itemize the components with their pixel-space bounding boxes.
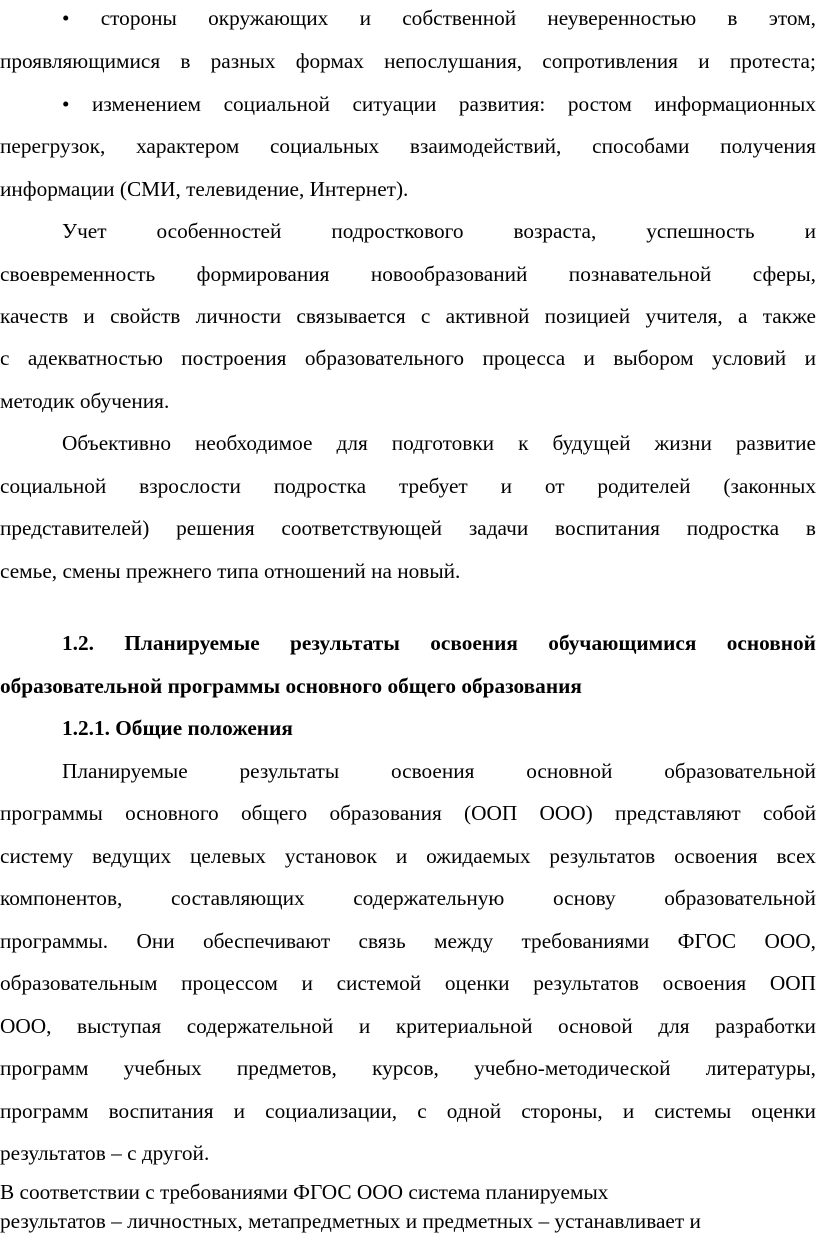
- word: способами: [592, 134, 690, 158]
- word: критериальной: [395, 1014, 533, 1038]
- word: неуверенностью: [547, 6, 697, 30]
- para-planned-line: [0, 1053, 816, 1083]
- word: и: [804, 346, 816, 370]
- word: и: [583, 346, 595, 370]
- word: воспитания: [108, 1099, 214, 1123]
- word: с: [420, 304, 431, 328]
- word: целевых: [190, 844, 266, 868]
- bullet-2-line: информации (СМИ, телевидение, Интернет).: [0, 177, 409, 201]
- word: Они: [136, 929, 175, 953]
- word: выбором: [613, 346, 694, 370]
- word: формирования: [196, 262, 330, 286]
- para-compliance-line: результатов – личностных, метапредметных и предметных – устанавливает и: [0, 1209, 701, 1233]
- word: ожидаемых: [426, 844, 531, 868]
- heading-1-2-line: образовательной программы основного общего образования: [0, 674, 582, 698]
- word: системой: [336, 971, 422, 995]
- word: характером: [136, 134, 240, 158]
- word: системы: [654, 1099, 732, 1123]
- word: этом,: [768, 6, 816, 30]
- word: требует: [398, 474, 468, 498]
- word: окружающих: [208, 6, 329, 30]
- word: протеста;: [729, 49, 816, 73]
- para-objectively-line: [0, 513, 816, 543]
- word: (ООП: [464, 801, 518, 825]
- word: и: [500, 474, 512, 498]
- word: перегрузок,: [0, 134, 106, 158]
- word: получения: [720, 134, 816, 158]
- word: обучающимися: [548, 631, 697, 655]
- word: учебных: [123, 1056, 202, 1080]
- word: социализации,: [265, 1099, 398, 1123]
- word: возраста,: [513, 219, 597, 243]
- word: освоения: [674, 844, 758, 868]
- word: решения: [176, 516, 255, 540]
- word: проявляющимися: [0, 49, 161, 73]
- word: •: [62, 6, 70, 30]
- word: с: [0, 346, 10, 370]
- word: соответствующей: [281, 516, 443, 540]
- word: содержательную: [353, 886, 505, 910]
- word: содержательной: [186, 1014, 334, 1038]
- word: всех: [776, 844, 816, 868]
- para-planned-line: [62, 756, 816, 786]
- word: подростка: [686, 516, 780, 540]
- word: представляют: [615, 801, 741, 825]
- word: необходимое: [195, 431, 313, 455]
- para-planned-line: [0, 798, 816, 828]
- word: •: [62, 92, 70, 116]
- word: установок: [284, 844, 377, 868]
- word: освоения: [430, 631, 518, 655]
- heading-1-2-1-line: 1.2.1. Общие положения: [62, 716, 293, 740]
- word: представителей): [0, 516, 150, 540]
- word: компонентов,: [0, 886, 123, 910]
- word: результатов: [533, 971, 639, 995]
- word: систему: [0, 844, 74, 868]
- word: построения: [181, 346, 287, 370]
- para-planned-line: [0, 1011, 816, 1041]
- para-planned-line: результатов – с другой.: [0, 1141, 210, 1165]
- word: взрослости: [139, 474, 241, 498]
- word: а: [737, 304, 748, 328]
- word: к: [518, 431, 529, 455]
- word: программ: [0, 1056, 89, 1080]
- word: ситуации: [352, 92, 437, 116]
- word: активной: [445, 304, 530, 328]
- para-objectively-line: [62, 428, 816, 458]
- word: от: [544, 474, 565, 498]
- word: особенностей: [156, 219, 282, 243]
- word: Планируемые: [124, 631, 260, 655]
- word: условий: [711, 346, 787, 370]
- word: взаимодействий,: [409, 134, 562, 158]
- word: процесса: [482, 346, 566, 370]
- word: изменением: [92, 92, 202, 116]
- word: учебно-методической: [474, 1056, 671, 1080]
- word: задачи: [468, 516, 529, 540]
- word: основой: [558, 1014, 633, 1038]
- word: основной: [726, 631, 816, 655]
- word: успешность: [646, 219, 755, 243]
- word: адекватностью: [27, 346, 163, 370]
- word: стороны,: [521, 1099, 603, 1123]
- word: Планируемые: [62, 759, 188, 783]
- bullet-1-line: [62, 3, 816, 33]
- word: ростом: [567, 92, 632, 116]
- word: воспитания: [555, 516, 660, 540]
- word: жизни: [654, 431, 712, 455]
- word: родителей: [597, 474, 691, 498]
- word: основной: [526, 759, 613, 783]
- word: и: [622, 1099, 635, 1123]
- word: социальных: [269, 134, 380, 158]
- word: процессом: [181, 971, 278, 995]
- word: образовательным: [0, 971, 158, 995]
- word: программы.: [0, 929, 109, 953]
- word: в: [727, 6, 738, 30]
- word: и: [301, 971, 313, 995]
- word: основного: [125, 801, 219, 825]
- word: ООО,: [0, 1014, 52, 1038]
- word: собственной: [402, 6, 517, 30]
- word: результатов: [549, 844, 656, 868]
- word: разработки: [715, 1014, 816, 1038]
- para-planned-line: [0, 841, 816, 871]
- word: Учет: [62, 219, 107, 243]
- word: подготовки: [391, 431, 495, 455]
- word: программы: [0, 801, 103, 825]
- bullet-2-line: [62, 89, 816, 119]
- word: результаты: [239, 759, 340, 783]
- word: ООП: [769, 971, 816, 995]
- word: социальной: [0, 474, 107, 498]
- word: непослушания,: [384, 49, 523, 73]
- word: программ: [0, 1099, 89, 1123]
- word: сопротивления: [542, 49, 678, 73]
- word: 1.2.: [62, 631, 94, 655]
- word: образования: [329, 801, 442, 825]
- word: для: [658, 1014, 690, 1038]
- word: свойств: [110, 304, 181, 328]
- word: ФГОС: [677, 929, 737, 953]
- word: освоения: [390, 759, 475, 783]
- para-objectively-line: семье, смены прежнего типа отношений на новый.: [0, 559, 461, 583]
- para-planned-line: [0, 883, 816, 913]
- word: с: [417, 1099, 427, 1123]
- para-planned-line: [0, 968, 816, 998]
- word: ООО,: [764, 929, 816, 953]
- word: и: [233, 1099, 246, 1123]
- word: своевременность: [0, 262, 156, 286]
- word: и: [359, 6, 371, 30]
- para-accounting-line: [0, 343, 816, 373]
- word: собой: [762, 801, 816, 825]
- word: ООО): [539, 801, 593, 825]
- word: Объективно: [62, 431, 172, 455]
- word: обеспечивают: [202, 929, 331, 953]
- word: оценки: [444, 971, 510, 995]
- word: освоения: [662, 971, 747, 995]
- word: подростка: [273, 474, 367, 498]
- word: познавательной: [568, 262, 712, 286]
- word: ведущих: [92, 844, 172, 868]
- para-accounting-line: методик обучения.: [0, 389, 170, 413]
- word: учителя,: [645, 304, 723, 328]
- word: и: [358, 1014, 371, 1038]
- word: курсов,: [372, 1056, 439, 1080]
- word: новообразований: [370, 262, 528, 286]
- word: литературы,: [705, 1056, 816, 1080]
- word: между: [434, 929, 494, 953]
- word: позицией: [544, 304, 631, 328]
- word: (законных: [723, 474, 816, 498]
- word: выступая: [77, 1014, 162, 1038]
- word: будущей: [552, 431, 631, 455]
- word: развитие: [735, 431, 816, 455]
- para-accounting-line: [0, 301, 816, 331]
- word: оценки: [751, 1099, 816, 1123]
- word: предметов,: [236, 1056, 337, 1080]
- word: развития:: [458, 92, 546, 116]
- word: и: [83, 304, 95, 328]
- para-compliance-line: В соответствии с требованиями ФГОС ООО система планируемых: [0, 1180, 609, 1204]
- word: сферы,: [752, 262, 816, 286]
- word: информационных: [654, 92, 816, 116]
- word: связывается: [296, 304, 406, 328]
- word: разных: [210, 49, 276, 73]
- bullet-2-line: [0, 131, 816, 161]
- para-planned-line: [0, 1096, 816, 1126]
- word: социальной: [223, 92, 330, 116]
- word: подросткового: [331, 219, 464, 243]
- word: формах: [295, 49, 364, 73]
- word: образовательного: [304, 346, 465, 370]
- para-accounting-line: [0, 259, 816, 289]
- word: для: [336, 431, 368, 455]
- word: образовательной: [664, 886, 816, 910]
- bullet-1-line: [0, 46, 816, 76]
- para-objectively-line: [0, 471, 816, 501]
- word: одной: [446, 1099, 502, 1123]
- word: общего: [240, 801, 308, 825]
- word: и: [804, 219, 816, 243]
- word: образовательной: [664, 759, 816, 783]
- word: основу: [552, 886, 616, 910]
- heading-1-2-line: [62, 628, 816, 658]
- para-planned-line: [0, 926, 816, 956]
- word: составляющих: [170, 886, 305, 910]
- word: и: [395, 844, 408, 868]
- word: в: [805, 516, 816, 540]
- word: требованиями: [521, 929, 650, 953]
- word: стороны: [100, 6, 177, 30]
- word: и: [698, 49, 710, 73]
- word: личности: [195, 304, 282, 328]
- word: связь: [358, 929, 406, 953]
- word: качеств: [0, 304, 69, 328]
- para-accounting-line: [62, 216, 816, 246]
- word: результаты: [290, 631, 400, 655]
- word: в: [180, 49, 191, 73]
- word: также: [762, 304, 816, 328]
